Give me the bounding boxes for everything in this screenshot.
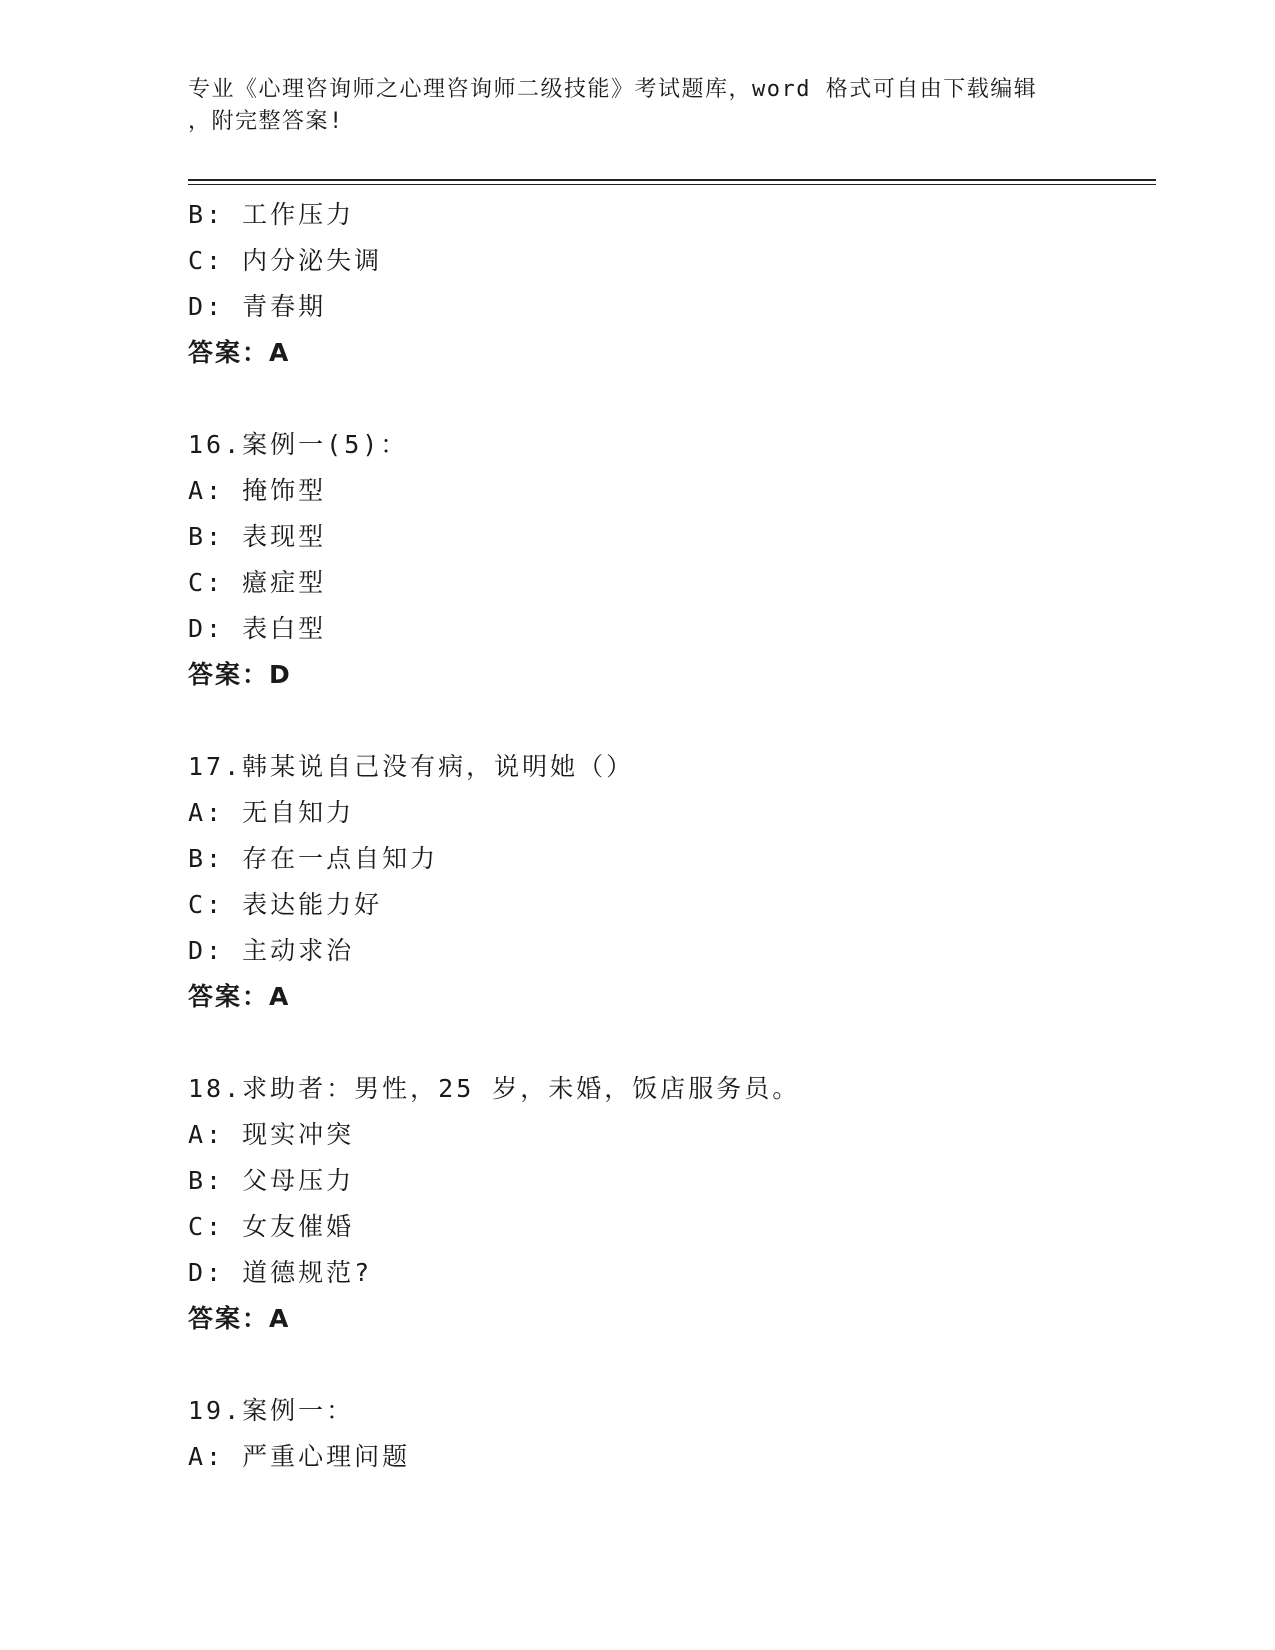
question-block-16 bbox=[188, 422, 1148, 698]
option-d: D: 青春期 bbox=[188, 292, 327, 321]
question-spacer bbox=[188, 1020, 1148, 1066]
question-block-18 bbox=[188, 1066, 1148, 1342]
answer-line: 答案：A bbox=[188, 338, 291, 367]
option-d: D: 表白型 bbox=[188, 614, 327, 643]
option-b: B: 存在一点自知力 bbox=[188, 844, 439, 873]
option-b: B: 表现型 bbox=[188, 522, 327, 551]
option-c: C: 女友催婚 bbox=[188, 1212, 355, 1241]
question-spacer bbox=[188, 698, 1148, 744]
header-divider-thin bbox=[188, 184, 1156, 185]
question-spacer bbox=[188, 376, 1148, 422]
option-d: D: 道德规范? bbox=[188, 1258, 373, 1287]
option-a: A: 无自知力 bbox=[188, 798, 355, 827]
option-c: C: 内分泌失调 bbox=[188, 246, 383, 275]
answer-line: 答案：D bbox=[188, 660, 292, 689]
option-c: C: 癔症型 bbox=[188, 568, 327, 597]
question-block-15-continued bbox=[188, 192, 1148, 376]
option-a: A: 严重心理问题 bbox=[188, 1442, 411, 1471]
option-b: B: 父母压力 bbox=[188, 1166, 355, 1195]
answer-line: 答案：A bbox=[188, 982, 291, 1011]
question-spacer bbox=[188, 1342, 1148, 1388]
document-header bbox=[188, 74, 1088, 138]
option-a: A: 掩饰型 bbox=[188, 476, 327, 505]
question-block-17 bbox=[188, 744, 1148, 1020]
question-stem: 17.韩某说自己没有病，说明她（） bbox=[188, 752, 635, 781]
header-title-continuation: ，附完整答案! bbox=[188, 109, 344, 134]
option-d: D: 主动求治 bbox=[188, 936, 355, 965]
question-stem: 18.求助者：男性，25 岁，未婚，饭店服务员。 bbox=[188, 1074, 801, 1103]
option-b: B: 工作压力 bbox=[188, 200, 355, 229]
question-stem: 19.案例一： bbox=[188, 1396, 355, 1425]
header-divider-thick bbox=[188, 179, 1156, 181]
header-title-line: 专业《心理咨询师之心理咨询师二级技能》考试题库，word 格式可自由下载编辑 bbox=[188, 77, 1038, 102]
question-block-19 bbox=[188, 1388, 1148, 1480]
question-list bbox=[188, 192, 1148, 1480]
question-stem: 16.案例一(5)： bbox=[188, 430, 409, 459]
option-a: A: 现实冲突 bbox=[188, 1120, 355, 1149]
option-c: C: 表达能力好 bbox=[188, 890, 383, 919]
answer-line: 答案：A bbox=[188, 1304, 291, 1333]
